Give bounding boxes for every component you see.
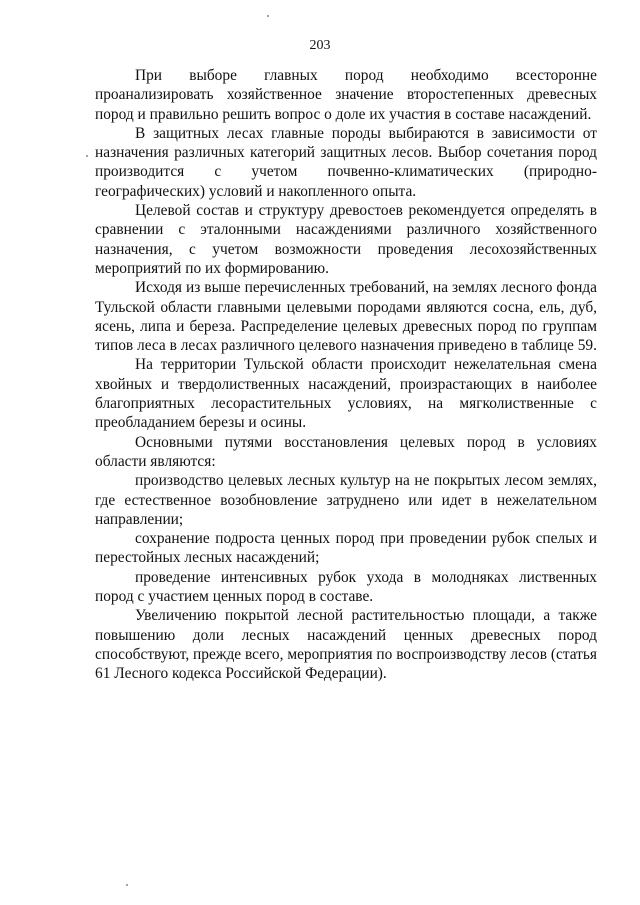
paragraph-4: Исходя из выше перечисленных требований, на землях лесного фонда Тульской области главными целевыми породами являются сосна, ель, дуб, ясень, липа и береза. Распределение целевых древесных пород по группам типов леса в лесах различного целевого назначения приведено в таблице 59. [95, 279, 597, 355]
scan-speck [86, 155, 88, 157]
list-item-3: проведение интенсивных рубок ухода в молодняках лиственных пород с участием ценных пород в составе. [95, 568, 597, 606]
paragraph-6: Основными путями восстановления целевых пород в условиях области являются: [95, 433, 597, 470]
page-number: 203 [309, 38, 331, 53]
paragraph-1: При выборе главных пород необходимо всесторонне проанализировать хозяйственное значение второстепенных древесных пород и правильно решить вопрос о доле их участия в составе насаждений. [95, 67, 597, 123]
paragraph-2: В защитных лесах главные породы выбираются в зависимости от назначения различных категорий защитных лесов. Выбор сочетания пород производится с учетом почвенно-климатических (природно-географических) условий и накопленного опыта. [95, 124, 597, 200]
list-item-1: производство целевых лесных культур на не покрытых лесом землях, где естественное возобновление затруднено или идет в нежелательном направлении; [95, 472, 597, 528]
scan-speck [126, 884, 128, 886]
paragraph-7: Увеличению покрытой лесной растительностью площади, а также повышению доли лесных насаждений ценных древесных пород способствуют, прежде всего, мероприятия по воспроизводству лесов (статья 61 Лесного кодекса Российской Федерации). [95, 607, 597, 683]
paragraph-3: Целевой состав и структуру древостоев рекомендуется определять в сравнении с эталонными насаждениями различного хозяйственного назначения, с учетом возможности проведения лесохозяйственных мероприятий по их формированию. [95, 202, 597, 277]
list-item-2: сохранение подроста ценных пород при проведении рубок спелых и перестойных лесных насаждений; [95, 530, 597, 567]
paragraph-5: На территории Тульской области происходит нежелательная смена хвойных и твердолиственных насаждений, произрастающих в наиболее благоприятных лесорастительных условиях, на мягколиственные с преобладанием березы и осины. [95, 356, 597, 432]
scan-speck [267, 15, 269, 17]
body-text [95, 66, 597, 684]
